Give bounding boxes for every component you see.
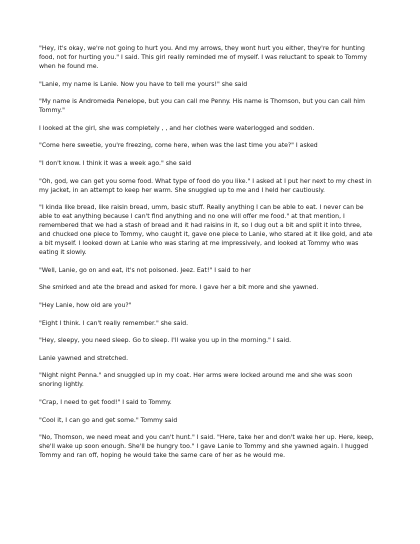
paragraph: I looked at the girl, she was completely , , and her clothes were waterlogged and sodden.	[39, 124, 315, 132]
paragraph: "Crap, I need to get food!" I said to Tommy.	[39, 398, 172, 406]
paragraph: "Night night Penna." and snuggled up in my coat. Her arms were locked around me and she was soon snoring lightly.	[39, 372, 353, 389]
paragraph: "I kinda like bread, like raisin bread, umm, basic stuff. Really anything I can be able to eat. I never can be able to eat anything because I can't find anything and no one will offer me food." at that mention, I remembered that we had a stash of bread and it had raisins in it, so I dug out a bit and split it into three, and chucked one piece to Tommy, who caught it, gave one piece to Lanie, who stared at it like gold, and ate a bit myself. I looked down at Lanie who was staring at me impressively, and looked at Tommy who was eating it slowly.	[39, 204, 373, 257]
story-text	[39, 44, 375, 469]
paragraph: "I don't know. I think it was a week ago." she said	[39, 159, 192, 167]
paragraph: She smirked and ate the bread and asked for more. I gave her a bit more and she yawned.	[39, 284, 319, 292]
paragraph: Lanie yawned and stretched.	[39, 354, 129, 362]
paragraph: "Eight I think. I can't really remember." she said.	[39, 319, 189, 327]
paragraph: "Hey Lanie, how old are you?"	[39, 301, 132, 309]
paragraph: "Come here sweetie, you're freezing, come here, when was the last time you ate?" I asked	[39, 142, 318, 150]
paragraph: "Well, Lanie, go on and eat, it's not poisoned. Jeez. Eat!" I said to her	[39, 266, 251, 274]
paragraph: "My name is Andromeda Penelope, but you can call me Penny. His name is Thomson, but you can call him Tommy."	[39, 98, 365, 115]
paragraph: "No, Thomson, we need meat and you can't hunt." I said. "Here, take her and don't wake her up. Here, keep, she'll wake up soon enough. She'll be hungry too." I gave Lanie to Tommy and she yawned again. I hugged Tommy and ran off, hoping he would take the same care of her as he would me.	[39, 434, 374, 460]
paragraph: "Lanie, my name is Lanie. Now you have to tell me yours!" she said	[39, 80, 248, 88]
paragraph: "Oh, god, we can get you some food. What type of food do you like." I asked at I put her next to my chest in my jacket, in an attempt to keep her warm. She snuggled up to me and I held her cautiously.	[39, 177, 372, 194]
paragraph: "Cool it, I can go and get some." Tommy said	[39, 416, 178, 424]
paragraph: "Hey, it's okay, we're not going to hurt you. And my arrows, they wont hurt you either, they're for hunting food, not for hurting you." I said. This girl really reminded me of myself. I was reluctant to speak to Tommy when he found me.	[39, 45, 367, 70]
paragraph: "Hey, sleepy, you need sleep. Go to sleep. I'll wake you up in the morning." I said.	[39, 337, 292, 345]
